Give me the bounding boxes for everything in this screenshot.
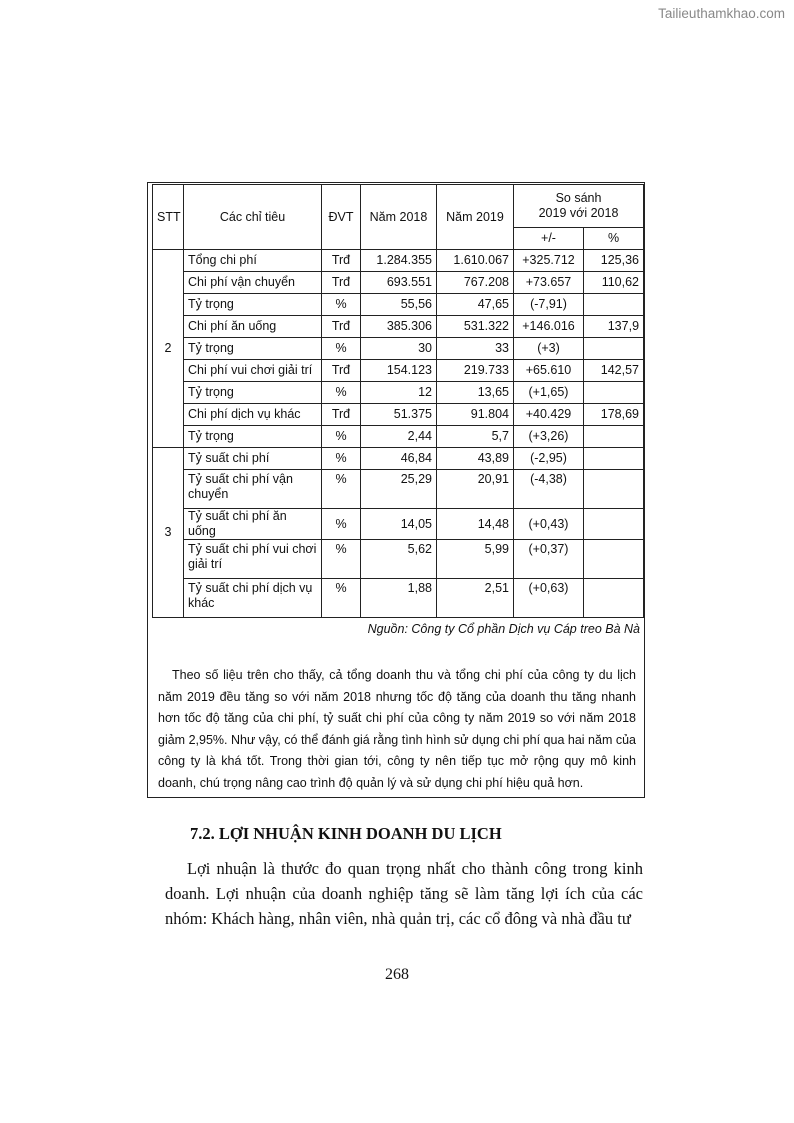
table-row <box>153 470 644 509</box>
row-diff: (+3) <box>514 338 584 360</box>
row-diff: (+0,63) <box>514 579 584 618</box>
row-label: Chi phí vận chuyển <box>184 272 322 294</box>
row-2018: 46,84 <box>361 448 437 470</box>
row-2018: 385.306 <box>361 316 437 338</box>
row-2018: 2,44 <box>361 426 437 448</box>
row-diff: (-7,91) <box>514 294 584 316</box>
row-2019: 2,51 <box>437 579 514 618</box>
table-row <box>153 360 644 382</box>
body-paragraph: Lợi nhuận là thước đo quan trọng nhất cho thành công trong kinh doanh. Lợi nhuận của doanh nghiệp tăng sẽ làm tăng lợi ích của các nhóm: Khách hàng, nhân viên, nhà quản trị, các cổ đông và nhà đầu tư <box>165 859 643 928</box>
row-diff: (-4,38) <box>514 470 584 509</box>
row-2018: 12 <box>361 382 437 404</box>
table-row <box>153 540 644 579</box>
row-2019: 33 <box>437 338 514 360</box>
row-diff: +146.016 <box>514 316 584 338</box>
row-unit: Trđ <box>322 404 361 426</box>
table-row <box>153 509 644 540</box>
row-2019: 219.733 <box>437 360 514 382</box>
row-pct: 142,57 <box>584 360 644 382</box>
row-label: Tỷ suất chi phí vui chơi giải trí <box>184 540 322 579</box>
header-so-sanh-line2: 2019 với 2018 <box>538 206 619 220</box>
row-unit: % <box>322 470 361 509</box>
row-diff: (+3,26) <box>514 426 584 448</box>
row-2018: 25,29 <box>361 470 437 509</box>
row-diff: +73.657 <box>514 272 584 294</box>
row-unit: Trđ <box>322 360 361 382</box>
table-row <box>153 272 644 294</box>
row-label: Chi phí vui chơi giải trí <box>184 360 322 382</box>
row-label: Tỷ suất chi phí dịch vụ khác <box>184 579 322 618</box>
row-label: Tỷ suất chi phí <box>184 448 322 470</box>
row-unit: % <box>322 509 361 540</box>
row-diff: (+1,65) <box>514 382 584 404</box>
row-2019: 1.610.067 <box>437 250 514 272</box>
table-box <box>147 182 645 798</box>
table-row <box>153 294 644 316</box>
row-pct: 110,62 <box>584 272 644 294</box>
cost-table <box>152 184 644 618</box>
row-unit: Trđ <box>322 272 361 294</box>
row-unit: % <box>322 579 361 618</box>
row-pct <box>584 579 644 618</box>
row-2019: 91.804 <box>437 404 514 426</box>
header-chi-tieu: Các chỉ tiêu <box>184 185 322 250</box>
row-label: Tỷ trọng <box>184 382 322 404</box>
row-diff: (+0,43) <box>514 509 584 540</box>
row-2019: 47,65 <box>437 294 514 316</box>
watermark: Tailieuthamkhao.com <box>658 6 785 21</box>
row-unit: Trđ <box>322 250 361 272</box>
source-note: Nguồn: Công ty Cổ phần Dịch vụ Cáp treo Bà Nà <box>367 622 640 636</box>
table-row <box>153 404 644 426</box>
table-row <box>153 316 644 338</box>
table-row <box>153 250 644 272</box>
table-row <box>153 338 644 360</box>
row-2018: 55,56 <box>361 294 437 316</box>
row-diff: (-2,95) <box>514 448 584 470</box>
row-label: Tỷ trọng <box>184 294 322 316</box>
row-diff: +65.610 <box>514 360 584 382</box>
header-pct: % <box>584 228 644 250</box>
row-unit: % <box>322 294 361 316</box>
row-unit: % <box>322 448 361 470</box>
row-2018: 1.284.355 <box>361 250 437 272</box>
row-unit: % <box>322 338 361 360</box>
header-so-sanh-line1: So sánh <box>555 191 602 205</box>
row-2019: 43,89 <box>437 448 514 470</box>
row-label: Chi phí ăn uống <box>184 316 322 338</box>
row-2019: 20,91 <box>437 470 514 509</box>
row-2019: 13,65 <box>437 382 514 404</box>
analysis-paragraph: Theo số liệu trên cho thấy, cả tổng doanh thu và tổng chi phí của công ty du lịch năm 2019 đều tăng so với năm 2018 nhưng tốc độ tăng của doanh thu tăng nhanh hơn tốc độ tăng của chi phí, tỷ suất chi phí của công ty năm 2019 so với năm 2018 giảm 2,95%. Như vậy, có thể đánh giá rằng tình hình sử dụng chi phí qua hai năm của công ty là khá tốt. Trong thời gian tới, công ty nên tiếp tục mở rộng quy mô kinh doanh, chú trọng nâng cao trình độ quản lý và sử dụng chi phí hiệu quả hơn. <box>158 668 636 790</box>
header-2019: Năm 2019 <box>437 185 514 250</box>
row-diff: +40.429 <box>514 404 584 426</box>
row-pct: 178,69 <box>584 404 644 426</box>
row-unit: % <box>322 382 361 404</box>
group-number: 2 <box>153 250 184 448</box>
row-unit: % <box>322 540 361 579</box>
row-pct <box>584 426 644 448</box>
table-row <box>153 448 644 470</box>
header-2018: Năm 2018 <box>361 185 437 250</box>
header-diff: +/- <box>514 228 584 250</box>
row-2018: 154.123 <box>361 360 437 382</box>
row-pct <box>584 509 644 540</box>
section-heading: 7.2. LỢI NHUẬN KINH DOANH DU LỊCH <box>190 824 502 843</box>
group-number: 3 <box>153 448 184 618</box>
row-2018: 51.375 <box>361 404 437 426</box>
row-2018: 14,05 <box>361 509 437 540</box>
row-2019: 767.208 <box>437 272 514 294</box>
header-dvt: ĐVT <box>322 185 361 250</box>
row-pct <box>584 338 644 360</box>
row-pct <box>584 382 644 404</box>
row-label: Tỷ suất chi phí vận chuyển <box>184 470 322 509</box>
row-unit: Trđ <box>322 316 361 338</box>
table-row <box>153 426 644 448</box>
group2-rows <box>153 250 644 448</box>
row-2018: 1,88 <box>361 579 437 618</box>
table-row <box>153 382 644 404</box>
header-stt: STT <box>153 185 184 250</box>
row-2019: 5,7 <box>437 426 514 448</box>
row-label: Tỷ trọng <box>184 426 322 448</box>
group3-rows <box>153 448 644 618</box>
header-so-sanh <box>514 185 644 228</box>
row-2018: 5,62 <box>361 540 437 579</box>
row-diff: (+0,37) <box>514 540 584 579</box>
page-number: 268 <box>385 966 409 983</box>
row-2019: 531.322 <box>437 316 514 338</box>
row-2018: 30 <box>361 338 437 360</box>
row-unit: % <box>322 426 361 448</box>
row-pct: 125,36 <box>584 250 644 272</box>
row-pct <box>584 470 644 509</box>
row-pct <box>584 540 644 579</box>
row-pct <box>584 294 644 316</box>
row-diff: +325.712 <box>514 250 584 272</box>
row-2019: 5,99 <box>437 540 514 579</box>
row-pct: 137,9 <box>584 316 644 338</box>
row-pct <box>584 448 644 470</box>
table-row <box>153 579 644 618</box>
row-2019: 14,48 <box>437 509 514 540</box>
row-label: Tổng chi phí <box>184 250 322 272</box>
row-label: Tỷ trọng <box>184 338 322 360</box>
row-2018: 693.551 <box>361 272 437 294</box>
row-label: Tỷ suất chi phí ăn uống <box>184 509 322 540</box>
row-label: Chi phí dịch vụ khác <box>184 404 322 426</box>
